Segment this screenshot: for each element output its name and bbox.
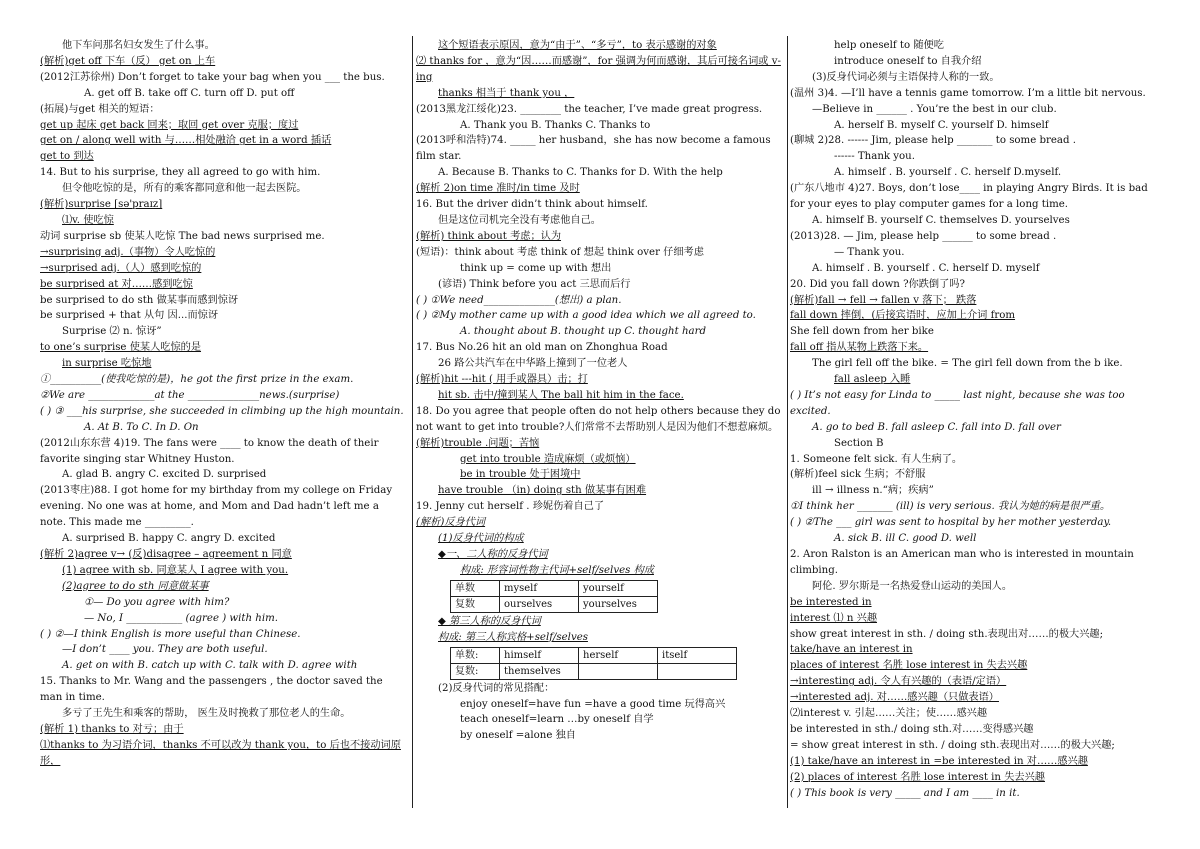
text-line: (解析)反身代词 — [416, 517, 486, 529]
text-line: be interested in sth./ doing sth.对……变得感兴趣 — [790, 723, 1034, 735]
text-line: (短语)：think about 考虑 think of 想起 think over 仔细考虑 — [416, 246, 704, 258]
text-line: (2013黑龙江绥化)23. ________ the teacher, I’ve made great progress. — [416, 103, 763, 115]
table-cell: yourself — [579, 580, 658, 596]
text-line: teach oneself=learn …by oneself 自学 — [460, 714, 654, 726]
text-line: ------ Thank you. — [834, 151, 915, 163]
text-line: (广东八地市 4)27. Boys, don’t lose____ in playing Angry Birds. It is bad for your eyes to play computer games for a long time. — [790, 183, 1148, 211]
text-line: ◆一、二人称的反身代词 — [438, 549, 548, 560]
text-line: (2013呼和浩特)74. _____ her husband，she has now become a famous film star. — [416, 135, 771, 163]
text-line: 构成: 形容词性物主代词+self/selves 构成 — [460, 564, 654, 576]
text-line: fall down 摔倒，(后接宾语时，应加上介词 from — [790, 310, 1016, 322]
text-line: →surprising adj.（事物）令人吃惊的 — [40, 246, 216, 258]
text-line: (解析)get off 下车（反） get on 上车 — [40, 55, 216, 67]
text-line: A. Because B. Thanks to C. Thanks for D. With the help — [438, 167, 723, 179]
text-line: have trouble （in) doing sth 做某事有困难 — [438, 485, 647, 497]
text-line: ( ) ②The ___ girl was sent to hospital by her mother yesterday. — [790, 517, 1112, 529]
text-line: think up = come up with 想出 — [460, 262, 612, 274]
text-line: (1)反身代词的构成 — [438, 533, 524, 545]
reflexive-pronoun-table-1 — [450, 580, 658, 613]
table-row — [451, 580, 658, 596]
column-2-text-c — [416, 681, 784, 745]
table-cell: herself — [579, 647, 658, 663]
text-line: ⑵interest v. 引起……关注；使……感兴趣 — [790, 708, 988, 720]
text-line: ①I think her _______ (ill) is very serious. 我认为她的病是很严重。 — [790, 501, 1111, 513]
text-line: (解析)surprise [sə'praɪz] — [40, 199, 163, 211]
text-line: —I don’t ____ you. They are both useful. — [62, 644, 268, 656]
column-2-text-a — [416, 38, 784, 579]
text-line: (解析)fall → fell → fallen v 落下； 跌落 — [790, 294, 977, 306]
text-line: (解析 2)agree v→ (反)disagree – agreement n 同意 — [40, 549, 292, 560]
column-1 — [40, 38, 408, 818]
text-line: get on / along well with 与……相处融洽 get in a word 插话 — [40, 135, 332, 147]
text-line: (解析 2)on time 准时/in time 及时 — [416, 183, 580, 195]
text-line: 他下车问那名妇女发生了什么事。 — [62, 40, 215, 51]
text-line: A. herself B. myself C. yourself D. himself — [834, 119, 1049, 131]
text-line: (2012山东东营 4)19. The fans were ____ to know the death of their favorite singing star Whitney Huston. — [40, 437, 379, 465]
text-line: Surprise ⑵ n. 惊讶” — [62, 326, 162, 338]
text-line: be surprised + that 从句 因...而惊讶 — [40, 310, 219, 322]
text-line: 17. Bus No.26 hit an old man on Zhonghua Road — [416, 342, 668, 354]
text-line: take/have an interest in — [790, 644, 913, 656]
text-line: →interested adj. 对……感兴趣（只做表语） — [790, 692, 999, 704]
text-line: get to 到达 — [40, 151, 94, 163]
text-line: (2)agree to do sth 同意做某事 — [62, 580, 209, 592]
text-line: ◆ 第三人称的反身代词 — [438, 615, 541, 627]
text-line: ①__________(使我吃惊的是)，he got the first prize in the exam. — [40, 374, 354, 386]
text-line: 19. Jenny cut herself . 珍妮伤着自己了 — [416, 501, 605, 513]
text-line: ( ) ③ ___his surprise, she succeeded in climbing up the high mountain. — [40, 405, 404, 417]
text-line: (谚语) Think before you act 三思而后行 — [438, 278, 631, 290]
text-line: A. himself . B. yourself . C. herself D. myself — [812, 262, 1040, 274]
text-line: be surprised to do sth 做某事而感到惊讶 — [40, 294, 239, 306]
text-line: (拓展)与get 相关的短语： — [40, 103, 160, 115]
table-row — [451, 596, 658, 612]
text-line: 阿伦. 罗尔斯是一名热爱登山运动的美国人。 — [812, 580, 1013, 592]
text-line: — Thank you. — [834, 246, 905, 258]
table-cell: 复数 — [451, 596, 500, 612]
text-line: 动词 surprise sb 使某人吃惊 The bad news surprised me. — [40, 230, 325, 242]
text-line: →surprised adj.（人）感到吃惊的 — [40, 262, 202, 274]
text-line: 但是这位司机完全没有考虑他自己。 — [438, 214, 601, 226]
text-line: in surprise 吃惊地 — [62, 358, 152, 370]
table-cell: 单数 — [451, 580, 500, 596]
text-line: be in trouble 处于困境中 — [460, 469, 581, 481]
text-line: (3)反身代词必须与主语保持人称的一致。 — [812, 71, 1000, 83]
text-line: A. go to bed B. fall asleep C. fall into D. fall over — [812, 421, 1061, 433]
text-line: ( ) ②My mother came up with a good idea which we all agreed to. — [416, 310, 756, 322]
text-line: 但令他吃惊的是，所有的乘客都同意和他一起去医院。 — [62, 183, 307, 195]
text-line: ⑴thanks to 为习语介词，thanks 不可以改为 thank you，to 后也不接动词原形， — [40, 739, 401, 767]
table-cell — [658, 663, 737, 679]
text-line: She fell down from her bike — [790, 326, 934, 338]
text-line: ( ) This book is very _____ and I am ____ in it. — [790, 787, 1020, 799]
text-line: ⑴v. 使吃惊 — [62, 214, 114, 226]
text-line: to one’s surprise 使某人吃惊的是 — [40, 342, 202, 354]
table-cell: yourselves — [579, 596, 658, 612]
reflexive-pronoun-table-2 — [450, 647, 737, 680]
text-line: help oneself to 随便吃 — [834, 40, 944, 51]
column-3 — [790, 38, 1162, 818]
table-cell: 单数: — [451, 647, 500, 663]
text-line: →interesting adj. 令人有兴趣的（表语/定语） — [790, 676, 1007, 688]
text-line: ⑵ thanks for ，意为“因……而感谢”，for 强调为何而感谢，其后可接名词或 v-ing — [416, 55, 781, 83]
text-line: 18. Do you agree that people often do not help others because they do not want to get into trouble?人们常常不去帮助别人是因为他们不想惹麻烦。 — [416, 405, 781, 433]
table-cell: myself — [500, 580, 579, 596]
text-line: ①— Do you agree with him? — [84, 596, 230, 608]
text-line: A. get on with B. catch up with C. talk with D. agree with — [62, 660, 358, 672]
column-2 — [416, 38, 784, 818]
text-line: places of interest 名胜 lose interest in 失去兴趣 — [790, 660, 1028, 672]
text-line: 20. Did you fall down ?你跌倒了吗? — [790, 278, 965, 290]
text-line: thanks 相当于 thank you ， — [438, 87, 575, 99]
text-line: 15. Thanks to Mr. Wang and the passengers , the doctor saved the man in time. — [40, 676, 383, 704]
text-line: ill → illness n.“病；疾病” — [812, 485, 934, 497]
text-line: A. himself B. yourself C. themselves D. yourselves — [812, 214, 1070, 226]
table-cell: 复数: — [451, 663, 500, 679]
text-line: The girl fell off the bike. = The girl fell down from the b ike. — [812, 358, 1123, 370]
text-line: (解析)hit ---hit ( 用手或器具）击；打 — [416, 374, 588, 386]
table-cell — [579, 663, 658, 679]
text-line: A. Thank you B. Thanks C. Thanks to — [460, 119, 651, 131]
text-line: — No, I ___________ (agree ) with him. — [84, 612, 279, 624]
table-cell: ourselves — [500, 596, 579, 612]
text-line: 多亏了王先生和乘客的帮助， 医生及时挽救了那位老人的生命。 — [62, 708, 351, 720]
text-line: (1) take/have an interest in =be interested in 对……感兴趣 — [790, 755, 1088, 767]
text-line: 构成: 第三人称宾格+self/selves — [438, 631, 588, 643]
text-line: interest ⑴ n 兴趣 — [790, 612, 878, 624]
table-cell: himself — [500, 647, 579, 663]
text-line: (1) agree with sb. 同意某人 I agree with you. — [62, 564, 289, 576]
text-line: A. glad B. angry C. excited D. surprised — [62, 469, 267, 481]
text-line: A. sick B. ill C. good D. well — [834, 533, 977, 545]
text-line: hit sb. 击中/撞到某人 The ball hit him in the face. — [438, 389, 684, 401]
text-line: introduce oneself to 自我介绍 — [834, 55, 982, 67]
text-line: (解析 1) thanks to 对亏；由于 — [40, 723, 184, 735]
text-line: (解析)trouble .问题；苦恼 — [416, 437, 540, 449]
text-line: —Believe in ______ . You’re the best in our club. — [812, 103, 1057, 115]
text-line: be surprised at 对……感到吃惊 — [40, 278, 193, 290]
table-row — [451, 647, 737, 663]
text-line: A. surprised B. happy C. angry D. excited — [62, 533, 276, 545]
text-line: A. thought about B. thought up C. thought hard — [460, 326, 706, 338]
text-line: by oneself =alone 独自 — [460, 730, 576, 742]
text-line: A. At B. To C. In D. On — [84, 421, 199, 433]
text-line: Section B — [834, 437, 884, 449]
text-line: (温州 3)4. —I’ll have a tennis game tomorrow. I’m a little bit nervous. — [790, 87, 1146, 99]
text-line: 1. Someone felt sick. 有人生病了。 — [790, 453, 963, 465]
column-2-text-b — [416, 614, 784, 646]
text-line: (2)反身代词的常见搭配： — [438, 682, 555, 694]
text-line: get up 起床 get back 回来；取回 get over 克服；度过 — [40, 119, 299, 131]
text-line: ( ) It’s not easy for Linda to _____ last night, because she was too excited. — [790, 389, 1125, 417]
table-cell: itself — [658, 647, 737, 663]
text-line: enjoy oneself=have fun =have a good time 玩得高兴 — [460, 698, 726, 710]
text-line: (2) places of interest 名胜 lose interest in 失去兴趣 — [790, 771, 1045, 783]
column-divider-2 — [787, 36, 788, 808]
text-line: ( ) ①We need______________(想出) a plan. — [416, 294, 622, 306]
text-line: fall off 指从某物上跌落下来。 — [790, 342, 929, 354]
text-line: get into trouble 造成麻烦（或烦恼） — [460, 453, 636, 465]
text-line: 这个短语表示原因，意为“由于”、“多亏”，to 表示感谢的对象 — [438, 40, 717, 51]
text-line: = show great interest in sth. / doing sth.表现出对……的极大兴趣; — [790, 739, 1115, 751]
text-line: be interested in — [790, 596, 872, 608]
text-line: fall asleep 入睡 — [834, 374, 911, 386]
text-line: (解析)feel sick 生病；不舒服 — [790, 469, 926, 481]
column-divider-1 — [412, 36, 413, 808]
text-line: 26 路公共汽车在中华路上撞到了一位老人 — [438, 358, 628, 370]
text-line: show great interest in sth. / doing sth.表现出对……的极大兴趣; — [790, 628, 1104, 640]
text-line: (2013)28. — Jim, please help ______ to some bread . — [790, 230, 1057, 242]
text-line: A. get off B. take off C. turn off D. put off — [84, 87, 295, 99]
text-line: (2013枣庄)88. I got home for my birthday from my college on Friday evening. No one was at home, and Mom and Dad hadn’t left me a note. This made me _________. — [40, 485, 393, 529]
text-line: ( ) ②—I think English is more useful than Chinese. — [40, 628, 301, 640]
text-line: (2012江苏徐州) Don’t forget to take your bag when you ___ the bus. — [40, 71, 385, 83]
text-line: (聊城 2)28. ------ Jim, please help _______ to some bread . — [790, 135, 1076, 147]
text-line: 14. But to his surprise, they all agreed to go with him. — [40, 167, 321, 179]
text-line: (解析) think about 考虑；认为 — [416, 230, 562, 242]
text-line: 16. But the driver didn’t think about himself. — [416, 199, 648, 211]
text-line: ②We are _____________at the ______________news.(surprise) — [40, 389, 340, 401]
table-cell: themselves — [500, 663, 579, 679]
text-line: 2. Aron Ralston is an American man who is interested in mountain climbing. — [790, 549, 1134, 576]
text-line: A. himself . B. yourself . C. herself D.myself. — [834, 167, 1062, 179]
table-row — [451, 663, 737, 679]
